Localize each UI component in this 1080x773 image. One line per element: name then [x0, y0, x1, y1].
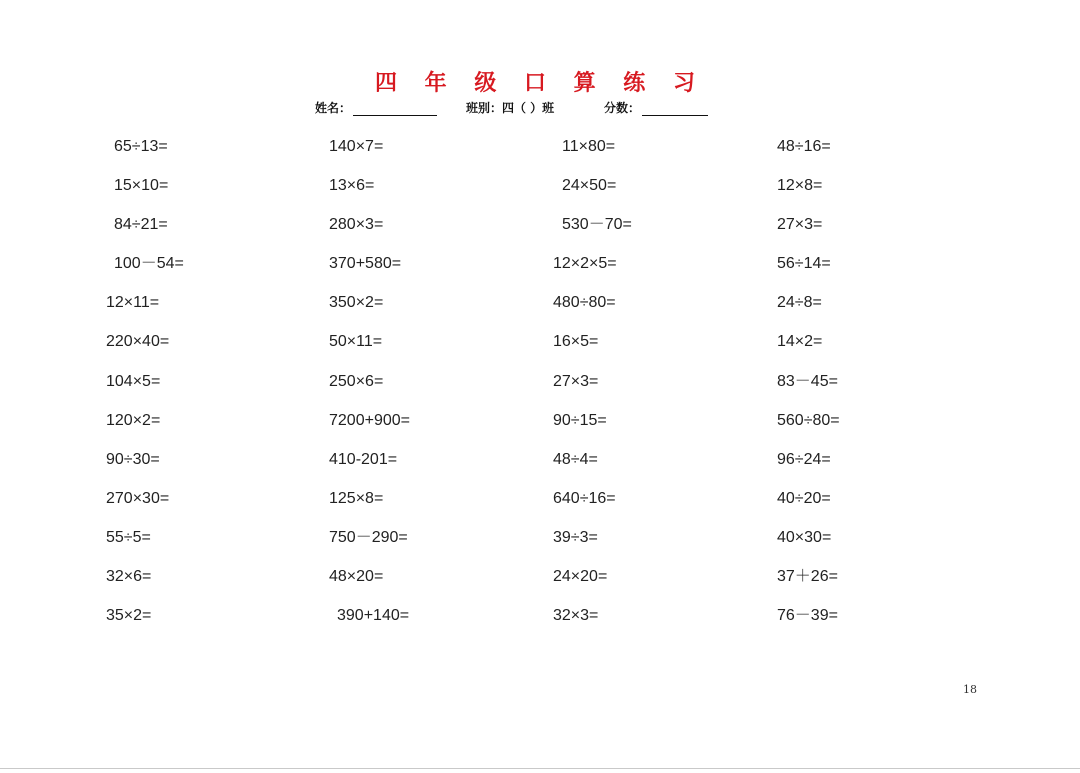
problem-item: 32×3= — [553, 607, 599, 625]
problem-item: 12×11= — [106, 294, 160, 312]
class-label: 班别：四（ ）班 — [466, 101, 555, 115]
problem-item: 16×5= — [553, 333, 599, 351]
problem-item: 104×5= — [106, 372, 161, 390]
problem-item: 48÷4= — [553, 450, 598, 468]
bottom-divider — [0, 768, 1080, 769]
problem-item: 65÷13= — [114, 138, 168, 155]
problem-item: 50×11= — [329, 333, 383, 351]
problem-item: 140×7= — [329, 138, 384, 155]
problem-item: 40÷20= — [777, 489, 831, 507]
problem-item: 37＋26= — [777, 568, 838, 586]
problem-item: 27×3= — [777, 216, 823, 234]
problem-item: 640÷16= — [553, 489, 616, 507]
problem-item: 40×30= — [777, 528, 832, 546]
problem-item: 560÷80= — [777, 411, 840, 429]
problem-item: 250×6= — [329, 372, 384, 390]
problem-item: 55÷5= — [106, 528, 151, 546]
problem-item: 56÷14= — [777, 255, 831, 273]
problem-item: 11×80= — [562, 138, 616, 155]
problem-item: 280×3= — [329, 216, 384, 234]
page-number: 18 — [963, 683, 977, 696]
problem-item: 39÷3= — [553, 528, 598, 546]
problem-column-3 — [553, 137, 753, 645]
problem-item: 24÷8= — [777, 294, 822, 312]
problem-item: 32×6= — [106, 568, 152, 586]
problem-item: 350×2= — [329, 294, 384, 312]
problem-item: 90÷15= — [553, 411, 607, 429]
problem-item: 100－54= — [114, 255, 184, 273]
problem-item: 35×2= — [106, 607, 152, 625]
name-label: 姓名： — [315, 101, 352, 115]
score-label: 分数： — [604, 101, 641, 115]
problem-item: 750－290= — [329, 528, 408, 546]
problem-item: 390+140= — [337, 607, 410, 625]
problem-column-2 — [329, 137, 529, 645]
problem-item: 14×2= — [777, 333, 823, 351]
problem-item: 480÷80= — [553, 294, 616, 312]
problem-item: 370+580= — [329, 255, 402, 273]
problem-item: 270×30= — [106, 489, 170, 507]
problem-item: 125×8= — [329, 489, 384, 507]
problem-item: 84÷21= — [114, 216, 168, 234]
problem-item: 530－70= — [562, 216, 632, 234]
problem-item: 120×2= — [106, 411, 161, 429]
problem-item: 96÷24= — [777, 450, 831, 468]
problem-item: 15×10= — [114, 177, 169, 195]
problem-item: 48×20= — [329, 568, 384, 586]
problem-item: 27×3= — [553, 372, 599, 390]
problem-item: 7200+900= — [329, 411, 410, 429]
problem-item: 12×2×5= — [553, 255, 617, 273]
problem-item: 24×50= — [562, 177, 617, 195]
problem-item: 410-201= — [329, 450, 398, 468]
problem-item: 24×20= — [553, 568, 608, 586]
worksheet-title: 四 年 级 口 算 练 习 — [375, 70, 705, 96]
problem-item: 12×8= — [777, 177, 823, 195]
problem-item: 83－45= — [777, 372, 838, 390]
problem-column-1 — [106, 137, 306, 645]
problem-item: 13×6= — [329, 177, 375, 195]
problem-item: 48÷16= — [777, 138, 831, 155]
problem-column-4 — [777, 137, 977, 645]
problem-item: 220×40= — [106, 333, 170, 351]
problem-item: 90÷30= — [106, 450, 160, 468]
problem-item: 76－39= — [777, 607, 838, 625]
